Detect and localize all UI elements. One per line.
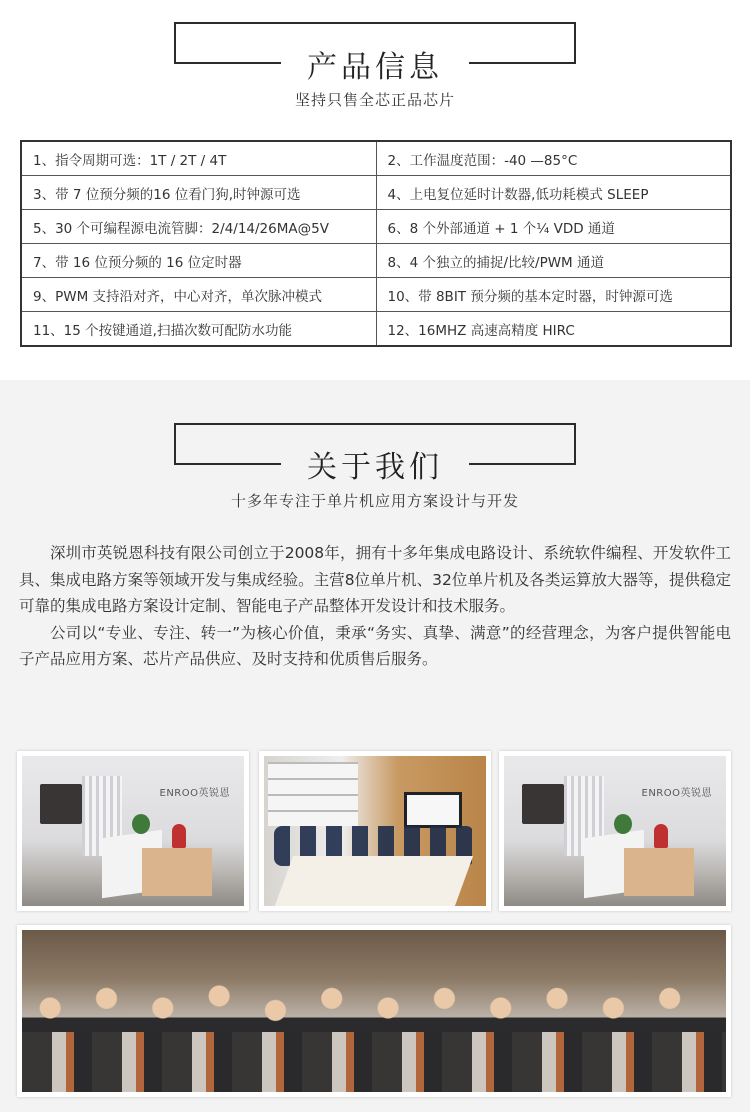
product-info-title (0, 42, 750, 86)
about-paragraph: 公司以“专业、专注、转一”为核心价值，秉承“务实、真挚、满意”的经营理念，为客户提供智能电子产品应用方案、芯片产品供应、及时支持和优质售后服务。 (19, 623, 731, 668)
meeting-table (275, 856, 473, 906)
spec-cell: 11、15 个按键通道,扫描次数可配防水功能 (21, 312, 376, 347)
spec-cell: 7、带 16 位预分频的 16 位定时器 (21, 244, 376, 278)
meeting-image (264, 756, 486, 906)
receptionist (172, 824, 186, 848)
about-text (19, 540, 731, 673)
spec-cell: 8、4 个独立的捕捉/比较/PWM 通道 (376, 244, 731, 278)
team-members-front-row (22, 1032, 726, 1092)
plant (614, 814, 632, 834)
spec-table (20, 140, 732, 347)
wall-logo-text: ENROO英锐恩 (641, 788, 712, 799)
product-info-title-text: 产品信息 (281, 50, 469, 85)
spec-row (21, 244, 731, 278)
spec-cell: 5、30 个可编程源电流管脚：2/4/14/26MA@5V (21, 210, 376, 244)
reception-image (22, 756, 244, 906)
spec-cell: 1、指令周期可选：1T / 2T / 4T (21, 141, 376, 176)
meeting-photo (259, 751, 491, 911)
team-group-photo (17, 925, 731, 1097)
spec-row (21, 210, 731, 244)
shelf (268, 762, 358, 826)
spec-cell: 4、上电复位延时计数器,低功耗模式 SLEEP (376, 176, 731, 210)
spec-row (21, 141, 731, 176)
about-title (0, 442, 750, 486)
about-title-text: 关于我们 (281, 450, 469, 485)
spec-cell: 9、PWM 支持沿对齐，中心对齐，单次脉冲模式 (21, 278, 376, 312)
spec-cell: 12、16MHZ 高速高精度 HIRC (376, 312, 731, 347)
wall-logo-text: ENROO英锐恩 (159, 788, 230, 799)
reception-desk-wood (142, 848, 212, 896)
spec-cell: 3、带 7 位预分频的16 位看门狗,时钟源可选 (21, 176, 376, 210)
about-subtitle: 十多年专注于单片机应用方案设计与开发 (230, 492, 519, 510)
spec-row (21, 176, 731, 210)
spec-cell: 6、8 个外部通道 + 1 个¼ VDD 通道 (376, 210, 731, 244)
spec-row (21, 312, 731, 347)
spec-row (21, 278, 731, 312)
receptionist (654, 824, 668, 848)
reception-image-2 (504, 756, 726, 906)
product-info-subtitle: 坚持只售全芯正品芯片 (294, 91, 455, 109)
reception-photo (17, 751, 249, 911)
team-group-image (22, 930, 726, 1092)
spec-cell: 2、工作温度范围：-40 —85°C (376, 141, 731, 176)
logo-screen (522, 784, 564, 824)
reception-photo-2 (499, 751, 731, 911)
about-paragraph: 深圳市英锐恩科技有限公司创立于2008年，拥有十多年集成电路设计、系统软件编程、开发软件工具、集成电路方案等领域开发与集成经验。主营8位单片机、32位单片机及各类运算放大器等，提供稳定可靠的集成电路方案设计定制、智能电子产品整体开发设计和技术服务。 (19, 544, 731, 615)
plant (132, 814, 150, 834)
presentation-screen (404, 792, 462, 828)
logo-screen (40, 784, 82, 824)
spec-cell: 10、带 8BIT 预分频的基本定时器，时钟源可选 (376, 278, 731, 312)
reception-desk-wood (624, 848, 694, 896)
